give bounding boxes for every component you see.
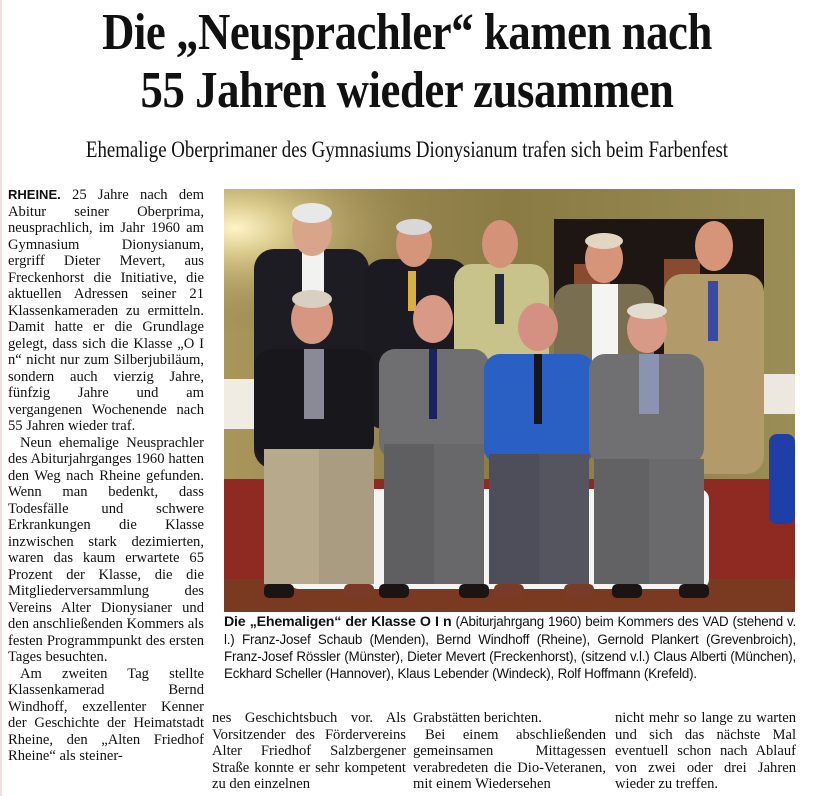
paragraph-1-text: 25 Jahre nach dem Abitur seiner Oberprima, neusprachlich, im Jahr 1960 am Gymnasium Dionysianum, ergriff Dieter Mevert, aus Freckenhorst die Initiative, die aktuellen Adressen seiner 21 Klassenkameraden zu ermitteln. Damit hatte er die Grundlage gelegt, dass sich die Klasse „O I n“ nicht nur zum Silberjubiläum, sondern auch vierzig Jahre, fünfzig Jahre und am vergangenen Wochenende nach 55 Jahren wieder traf. [8, 187, 204, 434]
col2-paragraph: nes Geschichtsbuch vor. Als Vorsitzender des Fördervereins Alter Friedhof Salzbergener Straße konnte er sehr kompetent zu den einzelnen [212, 710, 406, 792]
subheadline: Ehemalige Oberprimaner des Gymnasiums Dionysianum trafen sich beim Farbenfest [85, 137, 729, 162]
photo-illustration [224, 189, 795, 612]
page-edge [0, 0, 2, 796]
headline-line-2: 55 Jahren wieder zusammen [140, 62, 674, 119]
article-column-1 [8, 187, 204, 765]
col3-paragraph-2: Bei einem abschließenden gemeinsamen Mittagessen verabredeten die Dio-Veteranen, mit einem Wiedersehen [413, 726, 606, 792]
article-column-2 [212, 710, 406, 793]
caption-lead: Die „Ehemaligen“ der Klasse O I n [224, 614, 452, 630]
article-column-3 [413, 710, 606, 793]
headline [57, 4, 757, 120]
col3-paragraph-1: Grabstätten berichten. [413, 710, 542, 726]
paragraph-3: Am zweiten Tag stellte Klassenkamerad Bernd Windhoff, exzellenter Kenner der Geschichte der Heimatstadt Rheine, den „Alten Friedhof Rheine“ als steiner- [8, 665, 204, 764]
headline-line-1: Die „Neusprachler“ kamen nach [102, 4, 712, 61]
col4-paragraph: nicht mehr so lange zu warten und sich das nächste Mal eventuell schon nach Ablauf von zwei oder drei Jahren wieder zu treffen. [615, 710, 796, 792]
paragraph-1 [8, 187, 204, 435]
article-column-4 [615, 710, 796, 793]
paragraph-2: Neun ehemalige Neusprachler des Abiturjahrganges 1960 hatten den Weg nach Rheine gefunden. Wenn man bedenkt, dass Todesfälle und schwere Erkrankungen die Klasse inzwischen stark dezimierten, waren das kaum erwartete 65 Prozent der Klasse, die die Mitgliederversammlung des Vereins Alter Dionysianer und den anschließenden Kommers als festen Programmpunkt des ersten Tages besuchten. [8, 434, 204, 665]
group-photo [224, 189, 795, 612]
photo-caption [224, 613, 796, 682]
dateline: RHEINE. [8, 187, 61, 202]
caption-text: (Abiturjahrgang 1960) beim Kommers des VAD (stehend v. l.) Franz-Josef Schaub (Menden), Bernd Windhoff (Rheine), Gernold Plankert (Grevenbroich), Franz-Josef Rössler (Münster), Dieter Mevert (Freckenhorst), (sitzend v.l.) Claus Alberti (München), Eckhard Scheller (Hannover), Klaus Lebender (Windeck), Rolf Hoffmann (Krefeld). [224, 614, 796, 681]
